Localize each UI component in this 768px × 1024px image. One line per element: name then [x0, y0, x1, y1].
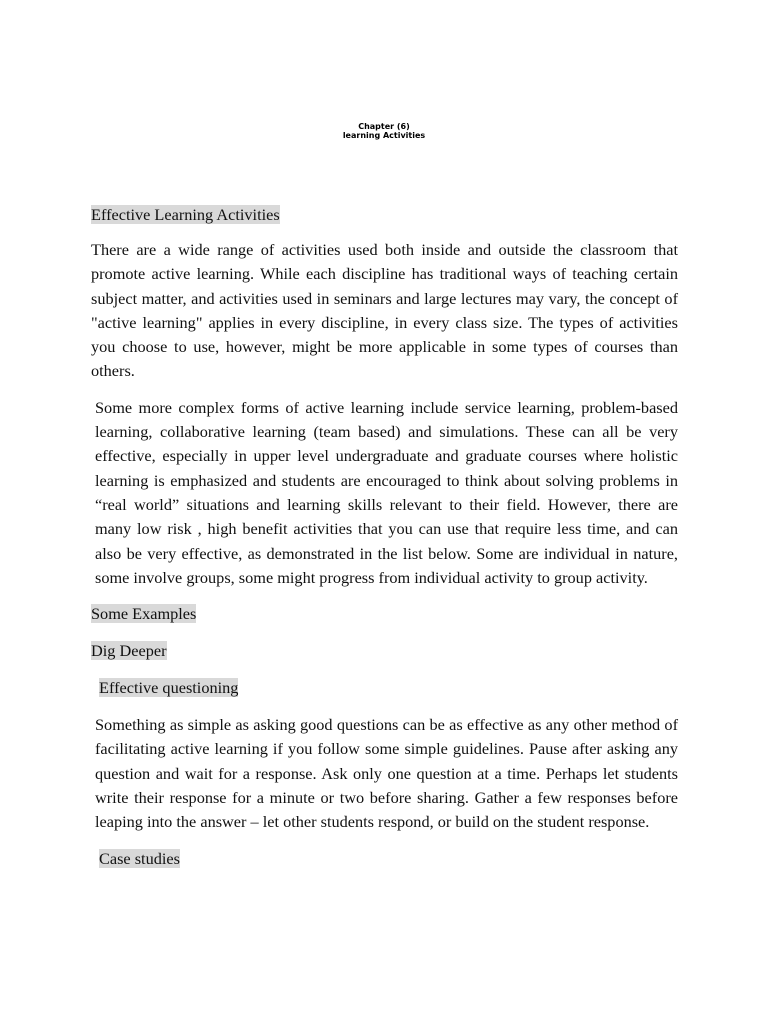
paragraph-complex-forms: Some more complex forms of active learning include service learning, problem-based learning, collaborative learning (team based) and simulations. These can all be very effective, especially in upper level undergraduate and graduate courses where holistic learning is emphasized and students are encouraged to think about solving problems in “real world” situations and learning skills relevant to their field. However, there are many low risk , high benefit activities that you can use that require less time, and can also be very effective, as demonstrated in the list below. Some are individual in nature, some involve groups, some might progress from individual activity to group activity. [95, 397, 678, 587]
paragraph-intro: There are a wide range of activities used both inside and outside the classroom that promote active learning. While each discipline has traditional ways of teaching certain subject matter, and activities used in seminars and large lectures may vary, the concept of "active learning" applies in every discipline, in every class size. The types of activities you choose to use, however, might be more applicable in some types of courses than others. [91, 240, 678, 381]
document-body [91, 203, 678, 871]
section-heading-effective-learning [91, 203, 678, 227]
heading-text: Effective Learning Activities [91, 205, 280, 224]
heading-text: Effective questioning [99, 678, 239, 698]
heading-text: Dig Deeper [91, 641, 167, 661]
paragraph-questioning: Something as simple as asking good questions can be as effective as any other method of facilitating active learning if you follow some simple guidelines. Pause after asking any question and wait for a response. Ask only one question at a time. Perhaps let students write their response for a minute or two before sharing. Gather a few responses before leaping into the answer – let other students respond, or build on the student response. [95, 715, 678, 832]
chapter-header [0, 122, 768, 140]
chapter-number: Chapter (6) [358, 122, 410, 131]
heading-text: Case studies [99, 848, 180, 868]
chapter-title: learning Activities [342, 131, 426, 140]
section-heading-some-examples [91, 602, 678, 626]
section-heading-effective-questioning [91, 676, 678, 700]
section-heading-dig-deeper [91, 639, 678, 663]
section-heading-case-studies [91, 847, 678, 871]
heading-text: Some Examples [91, 604, 197, 624]
